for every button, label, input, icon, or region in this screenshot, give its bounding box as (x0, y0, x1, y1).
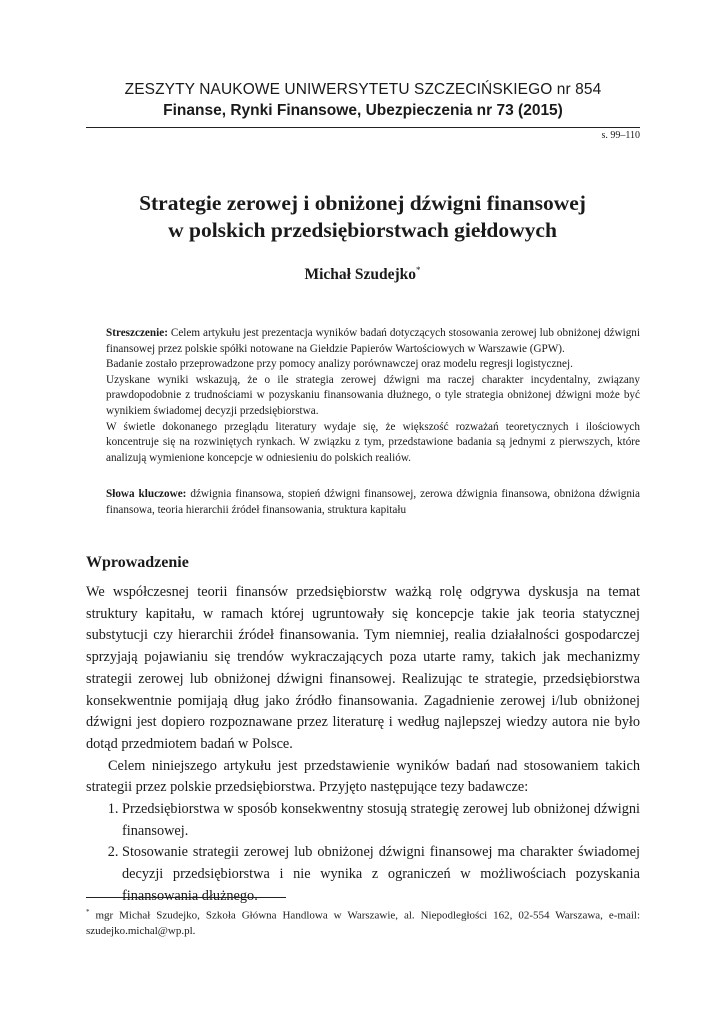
journal-issue-title: Finanse, Rynki Finansowe, Ubezpieczenia nr 73 (2015) (163, 102, 563, 119)
journal-series-title: ZESZYTY NAUKOWE UNIWERSYTETU SZCZECIŃSKIEGO nr 854 (124, 81, 602, 98)
section-heading-introduction: Wprowadzenie (86, 554, 189, 571)
research-theses-list (86, 799, 640, 908)
keywords (106, 487, 640, 518)
page-range: s. 99–110 (601, 130, 640, 141)
footnote-mark: * (86, 908, 90, 916)
intro-paragraph-1: We współczesnej teorii finansów przedsiębiorstw ważką rolę odgrywa dyskusja na temat struktury kapitału, w ramach której ugruntowały się koncepcje takie jak teoria statycznej substytucji czy hierarchii źródeł finansowania. Tym niemniej, realia działalności gospodarczej sprzyjają pojawianiu się trendów wykraczających poza utarte ramy, takich jak mechanizmy strategii zerowej lub obniżonej dźwigni finansowej. Realizując te strategie, przedsiębiorstwa konsekwentnie pomijają dług jako źródło finansowania. Zagadnienie zerowej i/lub obniżonej dźwigni jest dopiero rozpoznawane przez literaturę i według najlepszej wiedzy autora nie było dotąd przedmiotem badań w Polsce. (86, 584, 640, 752)
intro-paragraph-2: Celem niniejszego artykułu jest przedstawienie wyników badań nad stosowaniem takich strategii przez polskie przedsiębiorstwa. Przyjęto następujące tezy badawcze: (86, 757, 640, 796)
introduction-body (86, 582, 640, 908)
footnote-text: mgr Michał Szudejko, Szkoła Główna Handlowa w Warszawie, al. Niepodległości 162, 02-554 Warszawa, e-mail: szudejko.michal@wp.pl. (86, 909, 641, 937)
keywords-text: dźwignia finansowa, stopień dźwigni finansowej, zerowa dźwignia finansowa, obniżona dźwignia finansowa, teoria hierarchii źródeł finansowania, struktura kapitału (106, 488, 641, 516)
footnote-divider (86, 897, 286, 898)
abstract-paragraph-1 (106, 326, 640, 357)
keywords-paragraph (106, 487, 640, 518)
journal-header (86, 80, 640, 122)
article-title (60, 190, 665, 244)
abstract-paragraph-4: W świetle dokonanego przeglądu literatury wydaje się, że większość rozważań teoretycznych i ilościowych koncentruje się na rozwiniętych rynkach. W związku z tym, przedstawione badania są jednymi z pierwszych, które analizują wymienione koncepcje w odniesieniu do polskich realiów. (106, 420, 640, 464)
author-name: Michał Szudejko (304, 266, 417, 284)
title-line-1: Strategie zerowej i obniżonej dźwigni finansowej (139, 191, 586, 215)
title-line-2: w polskich przedsiębiorstwach giełdowych (168, 218, 557, 242)
author-line (60, 265, 665, 284)
abstract-label: Streszczenie: (106, 327, 168, 339)
research-thesis-2: 2. Stosowanie strategii zerowej lub obniżonej dźwigni finansowej ma charakter świadomej decyzji przedsiębiorstwa i nie wynika z ograniczeń w możliwościach pozyskania finansowania dłużnego. (122, 842, 640, 907)
abstract-paragraph-3: Uzyskane wyniki wskazują, że o ile strategia zerowej dźwigni ma raczej charakter incydentalny, związany prawdopodobnie z trudnościami w pozyskaniu finansowania dłużnego, o tyle strategia obniżonej dźwigni może być wynikiem świadomej decyzji przedsiębiorstwa. (106, 373, 640, 417)
footnote-paragraph (86, 905, 640, 939)
footnote (86, 905, 640, 939)
abstract (106, 326, 640, 466)
abstract-paragraph-2: Badanie zostało przeprowadzone przy pomocy analizy porównawczej oraz modelu regresji logistycznej. (106, 358, 573, 371)
header-divider (86, 127, 640, 128)
keywords-label: Słowa kluczowe: (106, 488, 187, 500)
abstract-text-1: Celem artykułu jest prezentacja wyników badań dotyczących stosowania zerowej lub obniżonej dźwigni finansowej przez polskie spółki notowane na Giełdzie Papierów Wartościowych w Warszawie (GPW). (106, 327, 641, 355)
research-thesis-1: 1. Przedsiębiorstwa w sposób konsekwentny stosują strategię zerowej lub obniżonej dźwigni finansowej. (122, 799, 640, 842)
author-footnote-mark: * (416, 265, 421, 275)
